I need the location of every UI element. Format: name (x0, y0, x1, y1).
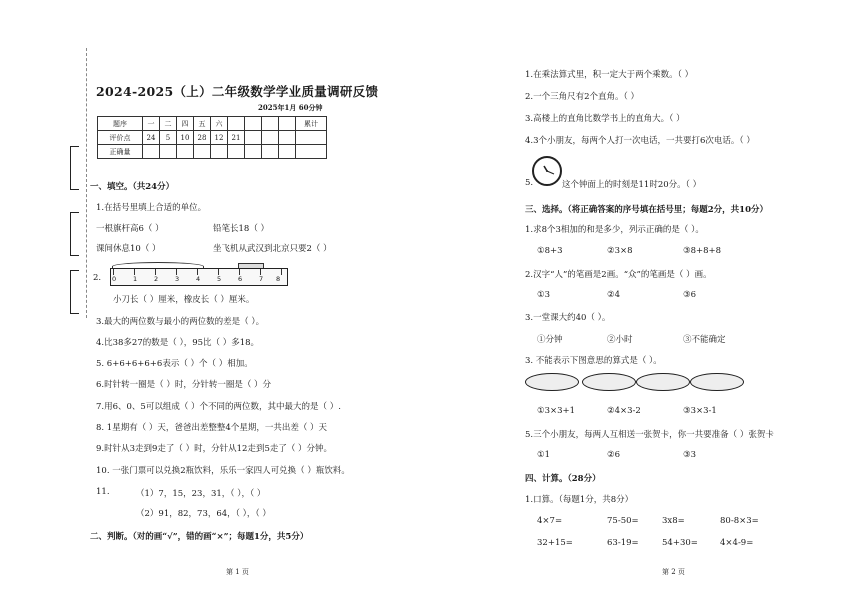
question-text: 2. (93, 273, 102, 283)
option-text: ③3 (683, 450, 697, 460)
question-text: 一根旗杆高6（ ） (96, 224, 164, 234)
calc-item: 32+15= (537, 538, 573, 548)
section-heading: 二、判断。（对的画“√”，错的画“×”；每题1分，共5分） (90, 532, 309, 542)
question-text: 铅笔长18（ ） (213, 224, 270, 234)
score-table (97, 116, 327, 159)
ruler-label: 2 (154, 275, 159, 283)
calc-item: 75-50= (607, 516, 639, 526)
question-text: 5. 6+6+6+6+6表示（ ）个（ ）相加。 (96, 359, 253, 369)
exam-date: 2025年1月 60分钟 (258, 103, 323, 112)
option-text: ①8+3 (537, 246, 563, 256)
binding-bracket (70, 146, 79, 190)
option-text: ②小时 (607, 335, 633, 345)
option-text: ②4 (607, 290, 621, 300)
question-text: 坐飞机从武汉到北京只要2（ ） (213, 244, 332, 254)
option-text: ②4×3-2 (607, 406, 641, 416)
section-heading: 三、选择。（将正确答案的序号填在括号里；每题2分，共10分） (525, 205, 768, 215)
plate-illustration (582, 373, 636, 391)
option-text: ②3×8 (607, 246, 633, 256)
clock-face-icon (534, 158, 560, 184)
question-text: 3.高楼上的直角比数学书上的直角大。（ ） (525, 114, 685, 124)
ruler-label: 1 (133, 275, 138, 283)
question-text: 10. 一张门票可以兑换2瓶饮料，乐乐一家四人可兑换（ ）瓶饮料。 (96, 466, 350, 476)
option-text: ③8+8+8 (683, 246, 722, 256)
option-text: ③不能确定 (683, 335, 726, 345)
ruler-label: 5 (217, 275, 222, 283)
question-text: 小刀长（ ）厘米，橡皮长（ ）厘米。 (113, 295, 255, 305)
question-text: 1.求8个3相加的和是多少，列示正确的是（ ）。 (525, 225, 704, 235)
question-text: 3. 不能表示下图意思的算式是（ ）。 (525, 356, 662, 366)
question-text: 3.一堂课大约40（ ）。 (525, 313, 611, 323)
question-text: 3.最大的两位数与最小的两位数的差是（ ）。 (96, 317, 265, 327)
plate-illustration (690, 373, 744, 391)
question-text: 这个钟面上的时刻是11时20分。（ ） (562, 180, 702, 190)
ruler-label: 8 (276, 275, 281, 283)
question-text: 课间休息10（ ） (96, 244, 161, 254)
question-text: 5.三个小朋友，每两人互相送一张贺卡，你一共要准备（ ）张贺卡 (525, 430, 774, 440)
page-number: 第 1 页 (226, 568, 249, 576)
ruler-label: 0 (112, 275, 117, 283)
table-row: 评价点 24 5 10 28 12 21 (98, 131, 327, 145)
calc-item: 4×4-9= (720, 538, 754, 548)
section-heading: 一、填空。（共24分） (90, 182, 175, 192)
ruler-label: 7 (259, 275, 264, 283)
option-text: ②6 (607, 450, 621, 460)
page-number: 第 2 页 (662, 568, 685, 576)
question-text: 4.比38多27的数是（ ），95比（ ）多18。 (96, 338, 260, 348)
option-text: ①3×3+1 (537, 406, 576, 416)
binding-bracket (70, 270, 79, 314)
ruler-label: 4 (196, 275, 201, 283)
question-text: 1.在括号里填上合适的单位。 (96, 203, 207, 213)
option-text: ③3×3-1 (683, 406, 717, 416)
question-text: 1.口算。（每题1分，共8分） (525, 495, 634, 505)
question-text: 8. 1星期有（ ）天，爸爸出差整整4个星期，一共出差（ ）天 (96, 423, 328, 433)
option-text: ③6 (683, 290, 697, 300)
calc-item: 3x8= (662, 516, 685, 526)
table-row: 题序 一 二 四 五 六 累计 (98, 117, 327, 131)
question-text: （1）7，15，23，31，（ ），（ ） (136, 489, 266, 499)
calc-item: 4×7= (537, 516, 563, 526)
question-text: 1.在乘法算式里，积一定大于两个乘数。（ ） (525, 70, 694, 80)
ruler-label: 6 (238, 275, 243, 283)
calc-item: 54+30= (662, 538, 698, 548)
ruler-label: 3 (175, 275, 180, 283)
binding-line (86, 48, 87, 318)
ruler-illustration (110, 268, 288, 286)
question-text: 4.3个小朋友，每两个人打一次电话，一共要打6次电话。（ ） (525, 136, 755, 146)
question-text: 6.时针转一圈是（ ）时，分针转一圈是（ ）分 (96, 380, 272, 390)
clock-illustration (532, 156, 562, 186)
binding-bracket (70, 212, 79, 256)
calc-item: 63-19= (607, 538, 639, 548)
question-text: 9.时针从3走到9走了（ ）时，分针从12走到5走了（ ）分钟。 (96, 444, 333, 454)
plate-illustration (525, 373, 579, 391)
question-text: 11. (96, 487, 110, 497)
question-text: 5. (525, 178, 534, 188)
option-text: ①3 (537, 290, 551, 300)
section-heading: 四、计算。（28分） (525, 474, 601, 484)
plate-illustration (636, 373, 690, 391)
calc-item: 80-8×3= (720, 516, 759, 526)
question-text: 2.汉字“人”的笔画是2画。“众”的笔画是（ ）画。 (525, 270, 712, 280)
table-row: 正确量 (98, 145, 327, 159)
exam-title: 2024-2025（上）二年级数学学业质量调研反馈 (96, 84, 379, 99)
question-text: 7.用6、0、5可以组成（ ）个不同的两位数，其中最大的是（ ）. (96, 402, 341, 412)
question-text: （2）91，82，73，64，（ ），（ ） (136, 509, 271, 519)
option-text: ①1 (537, 450, 551, 460)
option-text: ①分钟 (537, 335, 563, 345)
question-text: 2.一个三角尺有2个直角。（ ） (525, 92, 639, 102)
